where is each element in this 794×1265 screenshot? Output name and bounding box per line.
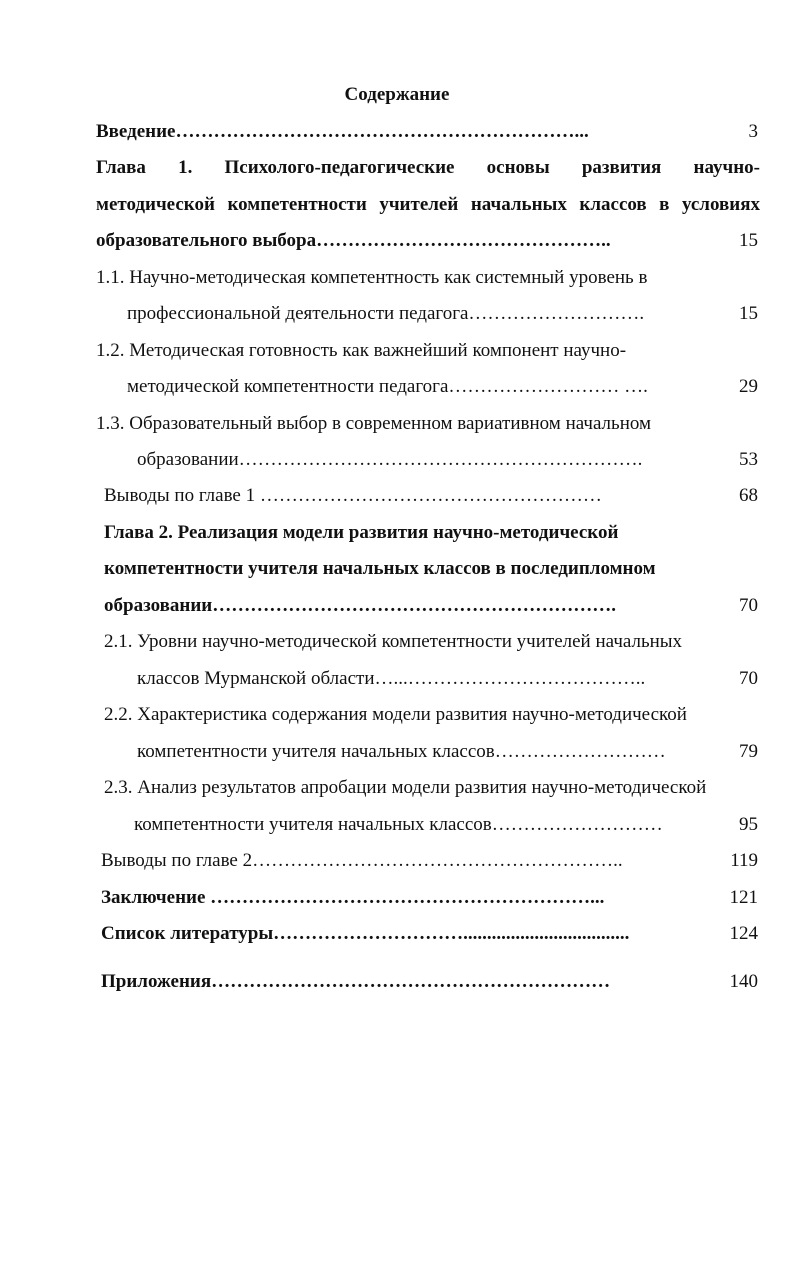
toc-entry-chapter-2-end[interactable]: образовании………………………………………………………. bbox=[104, 595, 616, 616]
toc-page-number: 70 bbox=[739, 668, 758, 689]
toc-page-number: 124 bbox=[729, 923, 758, 944]
toc-entry-chapter-1[interactable]: Глава 1. Психолого-педагогические основы развития научно- bbox=[96, 157, 760, 178]
toc-page-number: 53 bbox=[739, 449, 758, 470]
toc-entry-conclusions-2[interactable]: Выводы по главе 2………………………………………………….. bbox=[101, 850, 623, 871]
toc-page-number: 3 bbox=[748, 121, 758, 142]
toc-page-number: 140 bbox=[729, 971, 758, 992]
toc-page-number: 121 bbox=[729, 887, 758, 908]
toc-entry-bibliography[interactable]: Список литературы…………………………................................... bbox=[101, 923, 630, 944]
toc-entry-section-2-3-cont[interactable]: компетентности учителя начальных классов……………………… bbox=[134, 814, 663, 835]
toc-entry-introduction[interactable]: Введение………………………………………………………... bbox=[96, 121, 589, 142]
toc-entry-conclusion[interactable]: Заключение ……………………………………………………... bbox=[101, 887, 605, 908]
toc-entry-section-1-1[interactable]: 1.1. Научно-методическая компетентность как системный уровень в bbox=[96, 267, 648, 288]
toc-entry-conclusions-1[interactable]: Выводы по главе 1 ……………………………………………… bbox=[104, 485, 602, 506]
toc-entry-section-1-1-cont[interactable]: профессиональной деятельности педагога………………………. bbox=[127, 303, 645, 324]
toc-entry-section-2-3[interactable]: 2.3. Анализ результатов апробации модели развития научно-методической bbox=[104, 777, 707, 798]
toc-entry-section-1-3[interactable]: 1.3. Образовательный выбор в современном вариативном начальном bbox=[96, 413, 652, 434]
toc-entry-chapter-1-cont[interactable]: методической компетентности учителей начальных классов в условиях bbox=[96, 194, 760, 215]
toc-page-number: 79 bbox=[739, 741, 758, 762]
toc-entry-section-2-1-cont[interactable]: классов Мурманской области…...……………………………….. bbox=[137, 668, 646, 689]
toc-page-number: 119 bbox=[730, 850, 758, 871]
toc-entry-section-2-2-cont[interactable]: компетентности учителя начальных классов……………………… bbox=[137, 741, 666, 762]
toc-entry-chapter-1-end[interactable]: образовательного выбора……………………………………….. bbox=[96, 230, 611, 251]
toc-entry-chapter-2[interactable]: Глава 2. Реализация модели развития научно-методической bbox=[104, 522, 619, 543]
toc-page-number: 15 bbox=[739, 230, 758, 251]
toc-entry-chapter-2-cont[interactable]: компетентности учителя начальных классов в последипломном bbox=[104, 558, 656, 579]
page-title: Содержание bbox=[344, 84, 450, 105]
toc-entry-section-2-2[interactable]: 2.2. Характеристика содержания модели развития научно-методической bbox=[104, 704, 687, 725]
toc-page-number: 95 bbox=[739, 814, 758, 835]
toc-entry-appendices[interactable]: Приложения……………………………………………………… bbox=[101, 971, 611, 992]
toc-entry-section-1-2[interactable]: 1.2. Методическая готовность как важнейший компонент научно- bbox=[96, 340, 627, 361]
toc-page-number: 68 bbox=[739, 485, 758, 506]
toc-entry-section-2-1[interactable]: 2.1. Уровни научно-методической компетентности учителей начальных bbox=[104, 631, 683, 652]
toc-entry-section-1-2-cont[interactable]: методической компетентности педагога……………………… …. bbox=[127, 376, 648, 397]
toc-page-number: 29 bbox=[739, 376, 758, 397]
toc-page-number: 70 bbox=[739, 595, 758, 616]
toc-entry-section-1-3-cont[interactable]: образовании………………………………………………………. bbox=[137, 449, 643, 470]
toc-page-number: 15 bbox=[739, 303, 758, 324]
